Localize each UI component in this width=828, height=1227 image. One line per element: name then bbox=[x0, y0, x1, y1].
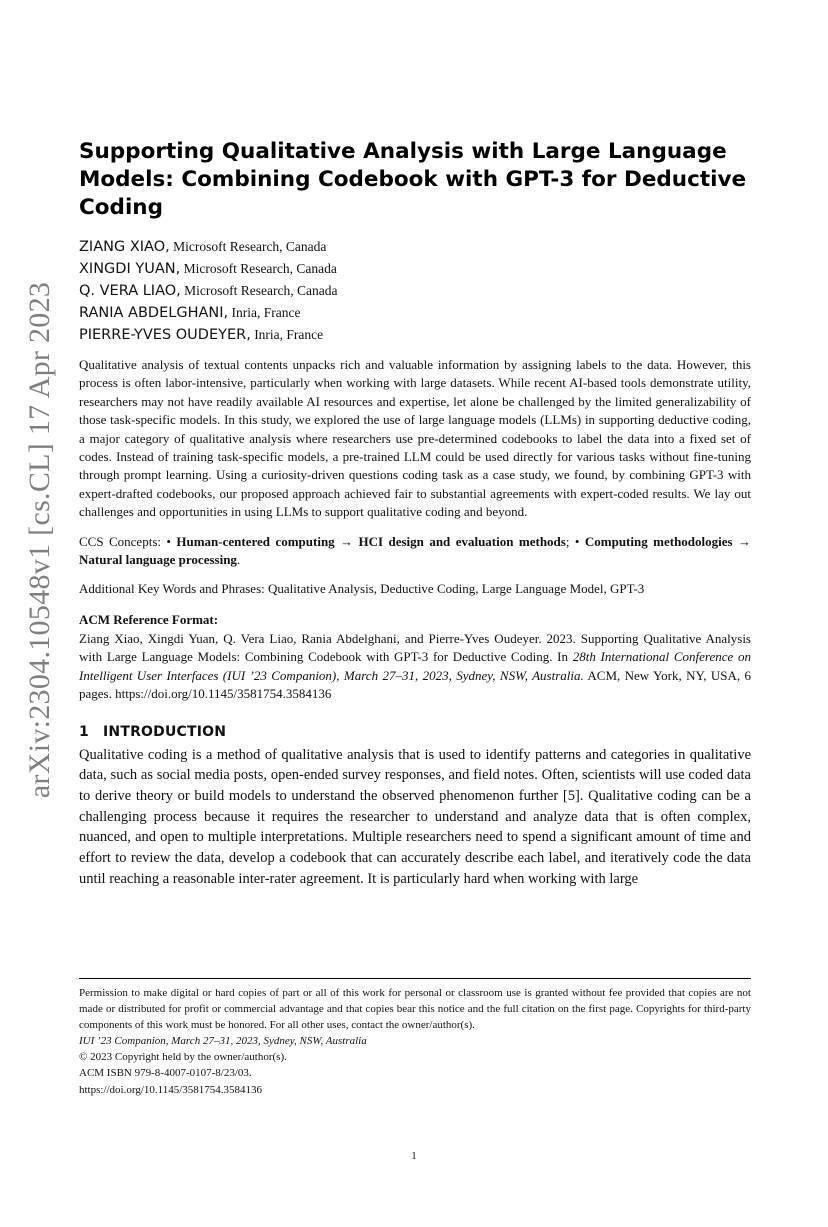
author-affiliation: Microsoft Research, Canada bbox=[180, 283, 338, 298]
ccs-concept-1: Human-centered computing → HCI design and evaluation methods bbox=[176, 533, 566, 549]
ccs-separator: ; • bbox=[565, 533, 585, 549]
footnote-isbn: ACM ISBN 979-8-4007-0107-8/23/03. bbox=[79, 1067, 252, 1080]
footnote-copyright: © 2023 Copyright held by the owner/author(s). bbox=[79, 1051, 287, 1064]
arxiv-stamp-text: arXiv:2304.10548v1 [cs.CL] 17 Apr 2023 bbox=[23, 281, 57, 799]
footnote-block bbox=[79, 978, 751, 1098]
author-name: RANIA ABDELGHANI, bbox=[79, 305, 229, 321]
author-entry bbox=[79, 324, 751, 346]
reference-part-2: ACM, New York, NY, USA, 6 pages. https://doi.org/10.1145/3581754.3584136 bbox=[79, 667, 751, 702]
abstract: Qualitative analysis of textual contents unpacks rich and valuable information by assigning labels to the data. However, this process is often labor-intensive, particularly when working with large datasets. While recent AI-based tools demonstrate utility, researchers may not have readily available AI resources and expertise, let alone be challenged by the limited generalizability of those task-specific models. In this study, we explored the use of large language models (LLMs) in supporting deductive coding, a major category of qualitative analysis where researchers use pre-determined codebooks to label the data into a fixed set of codes. Instead of training task-specific models, a pre-trained LLM could be used directly for various tasks without fine-tuning through prompt learning. Using a curiosity-driven questions coding task as a case study, we found, by combining GPT-3 with expert-drafted codebooks, our proposed approach achieved fair to substantial agreements with expert-coded results. We lay out challenges and opportunities in using LLMs to support qualitative coding and beyond. bbox=[79, 357, 751, 520]
paper-body bbox=[79, 138, 751, 889]
keywords: Additional Key Words and Phrases: Qualitative Analysis, Deductive Coding, Large Language Model, GPT-3 bbox=[79, 581, 645, 597]
footnote-doi: https://doi.org/10.1145/3581754.3584136 bbox=[79, 1083, 263, 1096]
ccs-label: CCS Concepts: • bbox=[79, 533, 177, 549]
author-name: Q. VERA LIAO, bbox=[79, 283, 181, 299]
ccs-concept-2: Computing methodologies → Natural language processing bbox=[79, 533, 752, 568]
footnote-venue bbox=[79, 1033, 751, 1049]
ccs-end: . bbox=[236, 552, 241, 568]
author-name: PIERRE-YVES OUDEYER, bbox=[79, 327, 251, 343]
intro-paragraph: Qualitative coding is a method of qualitative analysis that is used to identify patterns and categories in qualitative data, such as social media posts, open-ended survey responses, and field notes. Often, scientists will use coded data to derive theory or build models to understand the observed phenomenon further [5]. Qualitative coding can be a challenging process because it requires the researcher to understand and analyze data that is often complex, nuanced, and open to multiple interpretations. Multiple researchers need to spend a significant amount of time and effort to review the data, develop a codebook that can accurately describe each label, and iteratively code the data until reaching a reasonable inter-rater agreement. It is particularly hard when working with large bbox=[79, 746, 751, 887]
author-entry bbox=[79, 280, 751, 302]
author-affiliation: Inria, France bbox=[250, 327, 324, 342]
reference-heading: ACM Reference Format: bbox=[79, 611, 219, 627]
author-name: XINGDI YUAN, bbox=[79, 261, 181, 277]
author-affiliation: Microsoft Research, Canada bbox=[169, 239, 327, 254]
reference-format bbox=[79, 630, 751, 704]
paper-title: Supporting Qualitative Analysis with Large Language Models: Combining Codebook with GPT-3 for Deductive Coding bbox=[79, 139, 747, 220]
reference-venue: 28th International Conference on Intelligent User Interfaces (IUI ’23 Companion), March 27–31, 2023, Sydney, NSW, Australia. bbox=[79, 649, 751, 683]
author-entry bbox=[79, 236, 751, 258]
section-number: 1 bbox=[79, 723, 89, 740]
ccs-concepts bbox=[79, 533, 751, 570]
reference-part-1: Ziang Xiao, Xingdi Yuan, Q. Vera Liao, Rania Abdelghani, and Pierre-Yves Oudeyer. 2023. Supporting Qualitative Analysis with Large Language Models: Combining Codebook with GPT-3 for Deductive Coding. In bbox=[79, 630, 751, 665]
arxiv-stamp bbox=[20, 240, 60, 840]
footnote-venue-text: IUI ’23 Companion, March 27–31, 2023, Sydney, NSW, Australia bbox=[79, 1035, 367, 1048]
section-heading bbox=[79, 724, 751, 740]
author-affiliation: Microsoft Research, Canada bbox=[180, 261, 337, 276]
author-name: ZIANG XIAO, bbox=[79, 239, 170, 255]
author-entry bbox=[79, 302, 751, 324]
author-entry bbox=[79, 258, 751, 280]
permission-notice: Permission to make digital or hard copies of part or all of this work for personal or classroom use is granted without fee provided that copies are not made or distributed for profit or commercial advantage and that copies bear this notice and the full citation on the first page. Copyrights for third-party components of this work must be honored. For all other uses, contact the owner/author(s). bbox=[79, 987, 751, 1032]
author-affiliation: Inria, France bbox=[228, 305, 301, 320]
section-title: INTRODUCTION bbox=[103, 723, 227, 740]
page-number: 1 bbox=[411, 1150, 417, 1162]
author-list bbox=[79, 236, 751, 346]
